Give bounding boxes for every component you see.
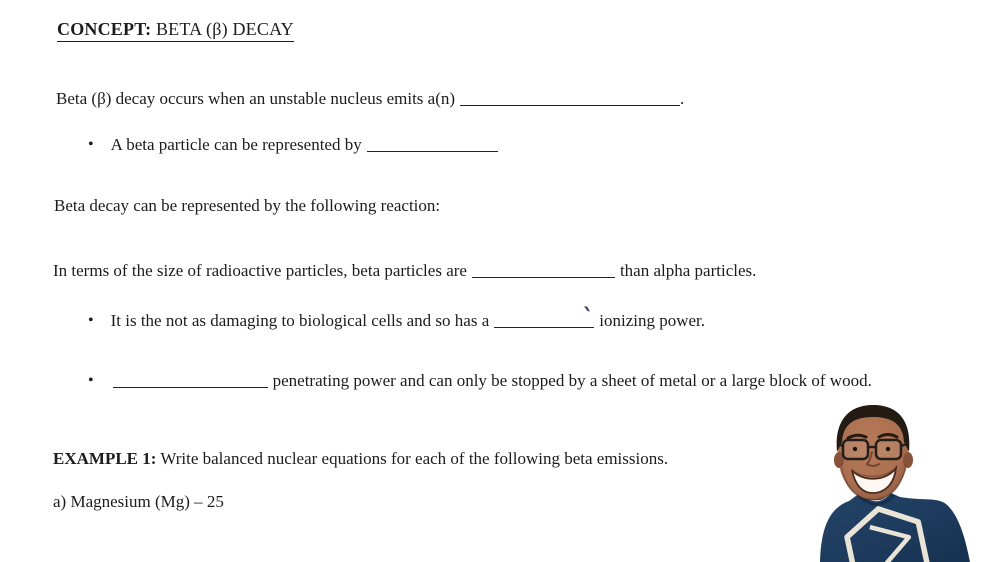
presenter-eye-right xyxy=(886,447,890,451)
pen-annotation-mark: ` xyxy=(578,303,597,333)
bullet-penetrating-power xyxy=(88,371,872,391)
bullet-icon: • xyxy=(88,312,94,329)
blank-penetrating-power xyxy=(113,373,268,388)
presenter-video-overlay xyxy=(815,402,1000,562)
example-1-label: EXAMPLE 1: xyxy=(53,449,157,468)
presenter-ear-right xyxy=(903,452,913,468)
beta-decay-definition-text: Beta (β) decay occurs when an unstable nucleus emits a(n) xyxy=(56,89,456,108)
reaction-intro-text: Beta decay can be represented by the following reaction: xyxy=(54,196,441,215)
presenter-eye-left xyxy=(853,447,857,451)
size-comparison-text: In terms of the size of radioactive particles, beta particles are xyxy=(53,261,467,280)
presenter-illustration xyxy=(815,402,1000,562)
concept-title-underline xyxy=(57,19,294,42)
bullet-icon: • xyxy=(88,372,94,389)
concept-title-label: CONCEPT: xyxy=(57,19,152,39)
ionizing-power-text: It is the not as damaging to biological cells and so has a xyxy=(110,311,490,330)
ionizing-power-suffix: ionizing power. xyxy=(599,311,706,330)
concept-title xyxy=(57,19,294,42)
bullet-ionizing-power xyxy=(88,311,705,331)
line-example-1 xyxy=(53,449,668,469)
bullet-beta-particle-representation xyxy=(88,135,498,155)
penetrating-power-text: penetrating power and can only be stopped by a sheet of metal or a large block of wood. xyxy=(272,371,872,390)
line-size-comparison xyxy=(53,261,756,281)
line-item-a xyxy=(53,492,224,512)
concept-title-text: BETA (β) DECAY xyxy=(151,19,294,39)
beta-decay-definition-period: . xyxy=(680,89,685,108)
blank-size-comparison xyxy=(472,263,615,278)
line-reaction-intro xyxy=(54,196,440,216)
bullet-icon: • xyxy=(88,136,94,153)
beta-particle-representation-text: A beta particle can be represented by xyxy=(110,135,362,154)
item-a-text: a) Magnesium (Mg) – 25 xyxy=(53,492,224,511)
size-comparison-suffix: than alpha particles. xyxy=(619,261,757,280)
blank-beta-symbol xyxy=(367,137,498,152)
blank-emitted-particle xyxy=(460,91,680,106)
line-beta-decay-definition xyxy=(56,89,684,109)
example-1-text: Write balanced nuclear equations for each of the following beta emissions. xyxy=(156,449,669,468)
